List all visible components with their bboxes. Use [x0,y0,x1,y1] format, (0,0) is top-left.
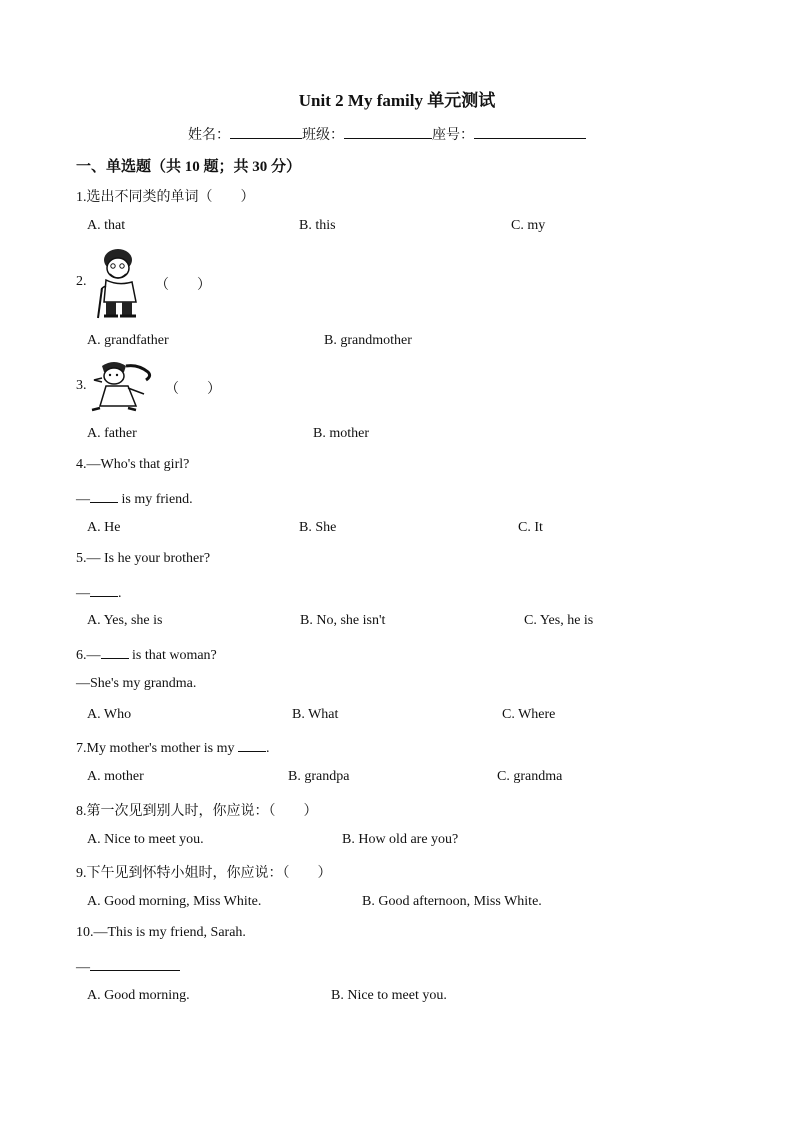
question-5-line2: — . [76,583,122,602]
question-2-number: 2. [76,274,87,289]
question-4-line1: 4.—Who's that girl? [76,457,190,472]
question-10-line2: — [76,957,180,976]
class-blank[interactable] [344,124,432,139]
girl-picture-icon [88,358,156,414]
q4-blank[interactable] [90,489,118,503]
question-6-line1: 6.— is that woman? [76,645,217,664]
name-label: 姓名： [188,128,230,143]
q2-option-b[interactable]: B. grandmother [324,333,412,348]
q10-option-b[interactable]: B. Nice to meet you. [331,988,447,1003]
seat-blank[interactable] [474,124,586,139]
grandfather-picture-icon [90,244,150,322]
student-info [188,124,586,144]
q6-option-a[interactable]: A. Who [87,707,132,722]
question-6-line2: —She's my grandma. [76,676,197,691]
q7-option-b[interactable]: B. grandpa [288,769,350,784]
q7-blank[interactable] [238,738,266,752]
q1-option-a[interactable]: A. that [87,218,126,233]
q5-option-b[interactable]: B. No, she isn't [300,613,386,628]
q1-option-b[interactable]: B. this [299,218,336,233]
q10-blank[interactable] [90,957,180,971]
name-blank[interactable] [230,124,302,139]
question-10-line1: 10.—This is my friend, Sarah. [76,925,246,940]
q7-option-c[interactable]: C. grandma [497,769,563,784]
q1-option-c[interactable]: C. my [511,218,546,233]
class-label: 班级： [302,128,344,143]
q8-option-a[interactable]: A. Nice to meet you. [87,832,204,847]
question-1-stem: 1.选出不同类的单词（ ） [76,190,255,205]
q5-option-a[interactable]: A. Yes, she is [87,613,163,628]
q9-option-a[interactable]: A. Good morning, Miss White. [87,894,262,909]
q5-blank[interactable] [90,583,118,597]
q6-blank[interactable] [101,645,129,659]
q5-option-c[interactable]: C. Yes, he is [524,613,594,628]
question-3-number: 3. [76,378,87,393]
question-3-paren: （ ） [165,382,221,397]
question-5-line1: 5.— Is he your brother? [76,551,211,566]
q10-option-a[interactable]: A. Good morning. [87,988,190,1003]
question-9-stem: 9.下午见到怀特小姐时，你应说：（ ） [76,866,332,881]
q8-option-b[interactable]: B. How old are you? [342,832,459,847]
question-4-line2: — is my friend. [76,489,193,508]
q9-option-b[interactable]: B. Good afternoon, Miss White. [362,894,542,909]
question-2-paren: （ ） [155,278,211,293]
seat-label: 座号： [432,128,474,143]
q6-option-b[interactable]: B. What [292,707,339,722]
q4-option-c[interactable]: C. It [518,520,543,535]
section-title: 一、单选题（共 10 题；共 30 分） [76,159,302,175]
q3-option-b[interactable]: B. mother [313,426,369,441]
q6-option-c[interactable]: C. Where [502,707,556,722]
q3-option-a[interactable]: A. father [87,426,137,441]
q2-option-a[interactable]: A. grandfather [87,333,169,348]
q4-option-b[interactable]: B. She [299,520,337,535]
q7-option-a[interactable]: A. mother [87,769,144,784]
q4-option-a[interactable]: A. He [87,520,121,535]
question-8-stem: 8.第一次见到别人时，你应说：（ ） [76,804,318,819]
page-title: Unit 2 My family 单元测试 [298,91,496,110]
question-7-stem: 7.My mother's mother is my . [76,738,269,757]
